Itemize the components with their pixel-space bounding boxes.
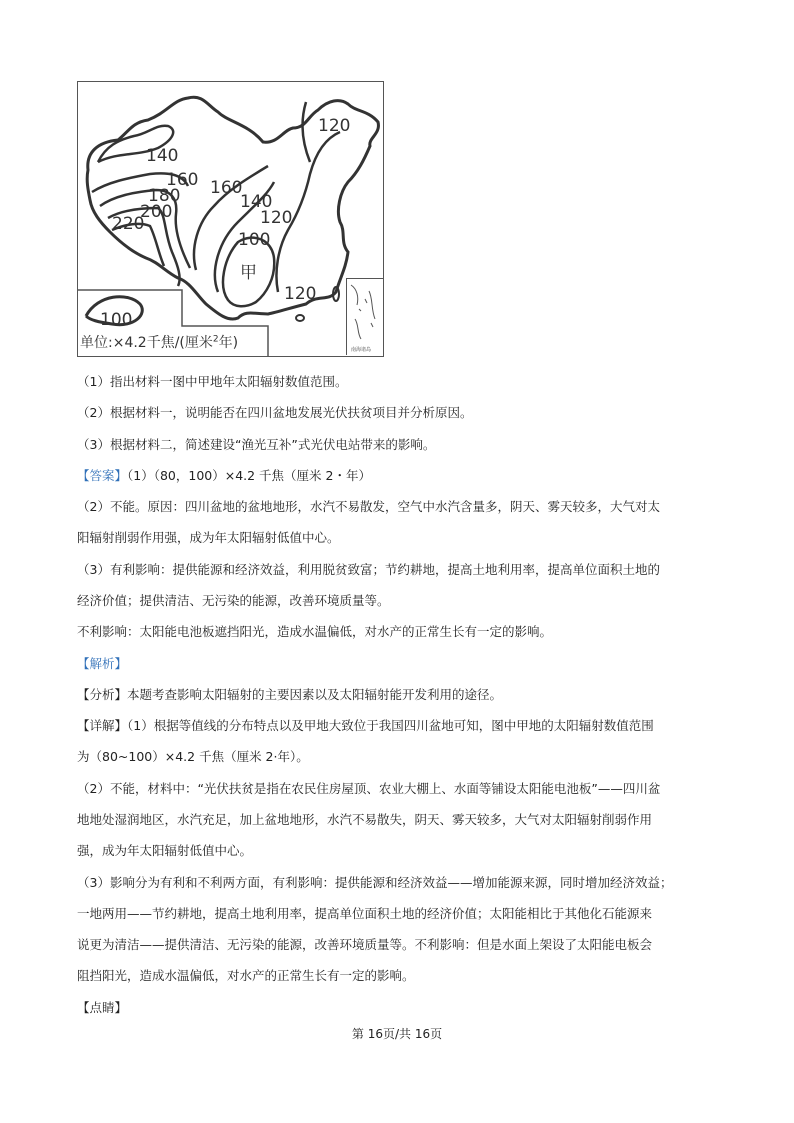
fenxi-tag: 【分析】	[77, 687, 128, 702]
contour-label: 140	[240, 192, 273, 212]
location-label-jia: 甲	[240, 263, 257, 283]
contour-label: 220	[112, 214, 145, 234]
dianjing-heading	[77, 1000, 127, 1016]
answer-line-6: 不利影响：太阳能电池板遮挡阳光，造成水温偏低，对水产的正常生长有一定的影响。	[77, 624, 553, 639]
contour-label: 160	[210, 178, 243, 198]
solar-radiation-map	[77, 81, 384, 357]
map-unit-label: 单位:×4.2千焦/(厘米$^2$年)	[80, 334, 239, 351]
xiangjie-line-8: 说更为清洁——提供清洁、无污染的能源，改善环境质量等。不利影响：但是水面上架设了太阳能电板会	[77, 937, 653, 952]
dianjing-tag: 【点睛】	[77, 1000, 128, 1015]
contour-label: 120	[284, 284, 317, 304]
contour-label: 100	[238, 230, 271, 250]
contour-label: 200	[140, 202, 173, 222]
answer-line-1: 【答案】（1）（80，100）×4.2 千焦（厘米 2・年）	[77, 468, 371, 483]
contour-label: 120	[318, 116, 351, 136]
xiangjie-line-7: 一地两用——节约耕地，提高土地利用率，提高单位面积土地的经济价值；太阳能相比于其他化石能源来	[77, 906, 653, 921]
contour-label: 180	[148, 186, 181, 206]
xiangjie-line-5: 强，成为年太阳辐射低值中心。	[77, 843, 253, 858]
question-3: （3）根据材料二，简述建设“渔光互补”式光伏电站带来的影响。	[77, 437, 436, 452]
isoline-120-northeast	[303, 102, 310, 162]
xiangjie-line-2: 为（80~100）×4.2 千焦（厘米 2·年）。	[77, 749, 309, 764]
xiangjie-line-6: （3）影响分为有利和不利两方面，有利影响：提供能源和经济效益——增加能源来源，同时增加经济效益；	[77, 875, 673, 890]
contour-label: 140	[146, 146, 179, 166]
inset-caption: 南海诸岛	[351, 347, 372, 353]
answer-line-3: 阳辐射削弱作用强，成为年太阳辐射低值中心。	[77, 530, 340, 545]
xiangjie-line-9: 阻挡阳光，造成水温偏低，对水产的正常生长有一定的影响。	[77, 968, 415, 983]
xiangjie-line-3: （2）不能，材料中：“光伏扶贫是指在农民住房屋顶、农业大棚上、水面等铺设太阳能电池板”——四川盆	[77, 781, 661, 796]
page-footer: 第 16页/共 16页	[351, 1027, 443, 1041]
contour-label: 120	[260, 208, 293, 228]
south-china-sea-inset	[346, 278, 383, 355]
contour-label: 160	[166, 170, 199, 190]
xiangjie-tag: 【详解】	[77, 718, 128, 733]
answer-tag: 【答案】	[77, 468, 128, 483]
answer-line-5: 经济价值；提供清洁、无污染的能源，改善环境质量等。	[77, 593, 390, 608]
analysis-heading	[77, 656, 127, 672]
question-2: （2）根据材料一，说明能否在四川盆地发展光伏扶贫项目并分析原因。	[77, 405, 473, 420]
hainan-island	[296, 315, 304, 321]
contour-label: 100	[100, 310, 133, 330]
xiangjie-line-4: 地地处湿润地区，水汽充足，加上盆地地形，水汽不易散失，阴天、雾天较多，大气对太阳辐射削弱作用	[77, 812, 653, 827]
fenxi-line: 【分析】本题考查影响太阳辐射的主要因素以及太阳辐射能开发利用的途径。	[77, 687, 503, 702]
answer-line-2: （2）不能。原因：四川盆地的盆地地形，水汽不易散发，空气中水汽含量多，阴天、雾天较多，大气对太	[77, 499, 660, 514]
answer-line-4: （3）有利影响：提供能源和经济效益，利用脱贫致富；节约耕地，提高土地利用率，提高单位面积土地的	[77, 562, 660, 577]
question-1: （1）指出材料一图中甲地年太阳辐射数值范围。	[77, 374, 348, 389]
xiangjie-line-1: 【详解】（1）根据等值线的分布特点以及甲地大致位于我国四川盆地可知，图中甲地的太阳辐射数值范围	[77, 718, 654, 733]
analysis-tag: 【解析】	[77, 656, 128, 671]
inset-drawing	[347, 279, 383, 355]
